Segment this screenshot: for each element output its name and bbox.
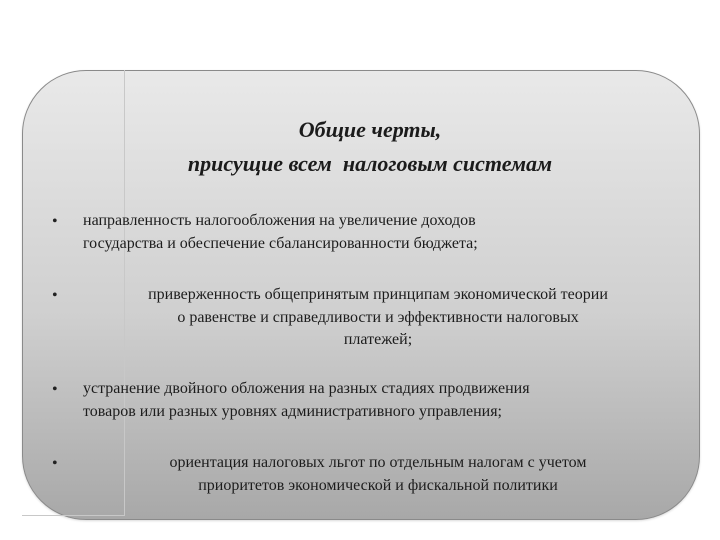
bullet-text: приверженность общепринятым принципам экономической теории о равенстве и справедливости и эффективности налоговых платежей; [148, 286, 608, 348]
bullet-text: ориентация налоговых льгот по отдельным налогам с учетом приоритетов экономической и фискальной политики [169, 454, 587, 494]
bullet-text: направленность налогообложения на увеличение доходов государства и обеспечение сбалансированности бюджета; [83, 212, 478, 252]
slide-title [110, 113, 630, 181]
bullet-icon: • [52, 381, 58, 398]
bullet-icon: • [52, 213, 58, 230]
bullet-icon: • [52, 287, 58, 304]
bullet-icon: • [52, 455, 58, 472]
slide-title-line-2: присущие всем налоговым системам [187, 151, 553, 176]
slide-title-line-1: Общие черты, [298, 117, 442, 142]
bullet-text: устранение двойного обложения на разных стадиях продвижения товаров или разных уровнях административного управления; [83, 380, 530, 420]
guide-line-horizontal [22, 515, 125, 516]
